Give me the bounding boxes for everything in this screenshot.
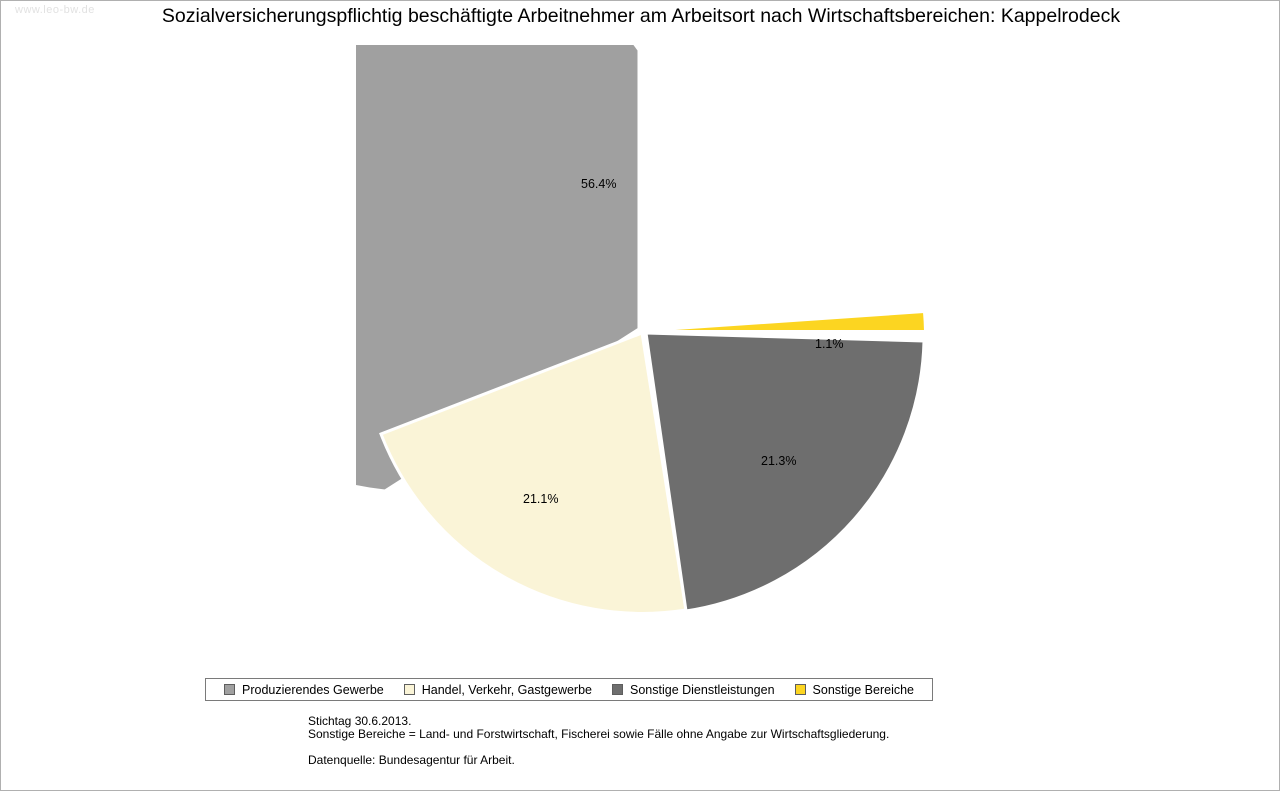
legend-item-handel-verkehr-gastgewerbe[interactable] (404, 683, 592, 697)
footnote-source: Datenquelle: Bundesagentur für Arbeit. (308, 753, 515, 767)
chart-legend (205, 678, 933, 701)
footnote-stichtag: Stichtag 30.6.2013. (308, 714, 412, 728)
page-title: Sozialversicherungspflichtig beschäftigte Arbeitnehmer am Arbeitsort nach Wirtschaftsbereichen: Kappelrodeck (161, 5, 1121, 27)
legend-item-sonstige-bereiche[interactable] (795, 683, 914, 697)
pie-chart (356, 45, 928, 620)
legend-label: Produzierendes Gewerbe (242, 682, 384, 697)
legend-swatch-icon (404, 684, 415, 695)
footnote-definition: Sonstige Bereiche = Land- und Forstwirtschaft, Fischerei sowie Fälle ohne Angabe zur Wirtschaftsgliederung. (308, 727, 890, 741)
pie-label-handel-verkehr-gastgewerbe: 21.1% (523, 492, 559, 506)
pie-svg (356, 45, 928, 620)
legend-swatch-icon (224, 684, 235, 695)
pie-slice-sonstige-bereiche[interactable] (646, 312, 925, 331)
legend-item-sonstige-dienstleistungen[interactable] (612, 683, 775, 697)
legend-swatch-icon (795, 684, 806, 695)
legend-swatch-icon (612, 684, 623, 695)
legend-item-produzierendes-gewerbe[interactable] (224, 683, 384, 697)
pie-label-produzierendes-gewerbe: 56.4% (581, 177, 617, 191)
legend-label: Handel, Verkehr, Gastgewerbe (421, 682, 592, 697)
legend-label: Sonstige Dienstleistungen (630, 682, 775, 697)
pie-label-sonstige-dienstleistungen: 21.3% (761, 454, 797, 468)
legend-label: Sonstige Bereiche (812, 682, 914, 697)
watermark-text: www.leo-bw.de (15, 4, 95, 16)
pie-slice-sonstige-dienstleistungen[interactable] (646, 333, 924, 611)
pie-label-sonstige-bereiche: 1.1% (815, 337, 844, 351)
